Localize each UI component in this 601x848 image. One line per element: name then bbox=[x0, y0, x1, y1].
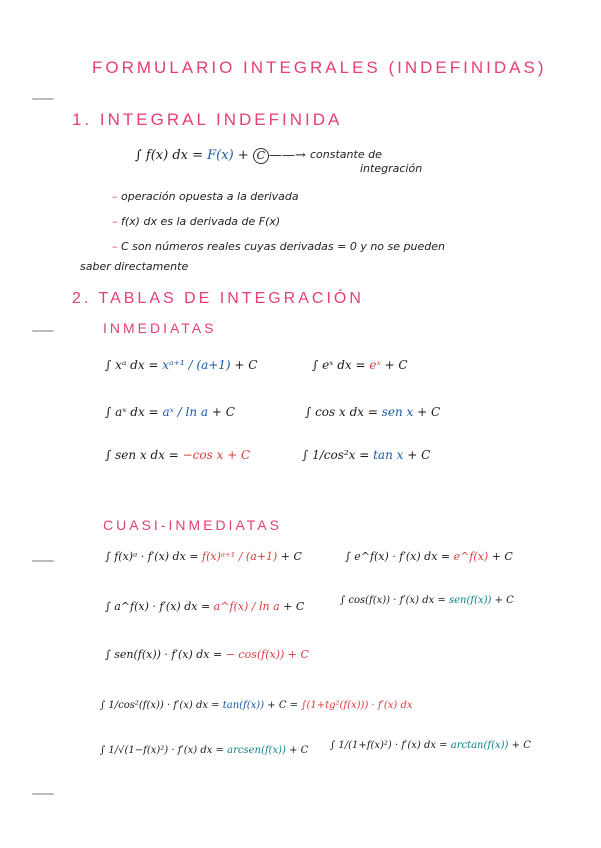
formula-lhs: ∫ cos x dx = bbox=[305, 405, 382, 419]
formula-extra: ∫(1+tg²(f(x))) · f′(x) dx bbox=[301, 700, 413, 711]
constant-C: C bbox=[253, 148, 269, 164]
formula-arcsin-chain bbox=[100, 745, 308, 756]
formula-lhs: ∫ f(x) dx = bbox=[135, 148, 208, 163]
margin-mark bbox=[32, 793, 54, 795]
formula-sec-squared bbox=[302, 448, 430, 462]
formula-rhs: f(x)ᵃ⁺¹ / (a+1) bbox=[202, 550, 278, 563]
bullet-item: – operación opuesta a la derivada bbox=[112, 190, 299, 203]
bullet-item: – f(x) dx es la derivada de F(x) bbox=[112, 215, 281, 228]
formula-rhs: sen(f(x)) bbox=[449, 595, 492, 606]
formula-lhs: ∫ sen x dx = bbox=[105, 448, 183, 462]
formula-lhs: ∫ 1/(1+f(x)²) · f′(x) dx = bbox=[330, 740, 451, 751]
constant-note-line2: integración bbox=[360, 162, 423, 175]
formula-rhs: arcsen(f(x)) bbox=[227, 745, 286, 756]
formula-lhs: ∫ sen(f(x)) · f′(x) dx = bbox=[105, 648, 226, 661]
formula-tail: + C bbox=[230, 358, 258, 372]
formula-lhs: ∫ aˣ dx = bbox=[105, 405, 163, 419]
formula-arctan-chain bbox=[330, 740, 531, 751]
integral-definition bbox=[135, 148, 306, 164]
formula-rhs: e^f(x) bbox=[453, 550, 489, 563]
margin-mark bbox=[32, 98, 54, 100]
formula-F: F(x) bbox=[207, 148, 234, 163]
formula-rhs: a^f(x) / ln a bbox=[213, 600, 280, 613]
formula-base-a-chain bbox=[105, 600, 304, 613]
formula-lhs: ∫ xᵃ dx = bbox=[105, 358, 163, 372]
formula-rhs: aˣ / ln a bbox=[162, 405, 209, 419]
formula-rhs: tan(f(x)) bbox=[222, 700, 265, 711]
formula-tail: + C = bbox=[264, 700, 302, 711]
formula-rhs: eˣ bbox=[369, 358, 381, 372]
formula-cos-chain bbox=[340, 595, 514, 606]
formula-lhs: ∫ 1/cos²x = bbox=[302, 448, 374, 462]
formula-tail: + C bbox=[380, 358, 408, 372]
formula-tail: + C bbox=[488, 550, 513, 563]
formula-power bbox=[105, 358, 257, 372]
page-title: FORMULARIO INTEGRALES (INDEFINIDAS) bbox=[92, 58, 547, 77]
formula-rhs: xᵃ⁺¹ / (a+1) bbox=[162, 358, 231, 372]
formula-lhs: ∫ 1/cos²(f(x)) · f′(x) dx = bbox=[100, 700, 223, 711]
formula-cos bbox=[305, 405, 440, 419]
formula-lhs: ∫ a^f(x) · f′(x) dx = bbox=[105, 600, 214, 613]
formula-lhs: ∫ f(x)ᵃ · f′(x) dx = bbox=[105, 550, 203, 563]
margin-mark bbox=[32, 330, 54, 332]
formula-rhs: − cos(f(x)) + C bbox=[225, 648, 309, 661]
formula-tail: + C bbox=[279, 600, 305, 613]
formula-rhs: tan x bbox=[373, 448, 404, 462]
formula-tail: + C bbox=[413, 405, 441, 419]
formula-tail: + C bbox=[208, 405, 235, 419]
formula-lhs: ∫ cos(f(x)) · f′(x) dx = bbox=[340, 595, 449, 606]
formula-tail: + C bbox=[508, 740, 531, 751]
formula-rhs: −cos x + C bbox=[182, 448, 251, 462]
section2-heading: 2. TABLAS DE INTEGRACIÓN bbox=[72, 290, 364, 307]
formula-tail: + C bbox=[403, 448, 431, 462]
formula-sin bbox=[105, 448, 250, 462]
formula-tail: + C bbox=[285, 745, 309, 756]
formula-lhs: ∫ eˣ dx = bbox=[312, 358, 370, 372]
subsection-inmediatas: INMEDIATAS bbox=[103, 320, 217, 336]
formula-lhs: ∫ 1/√(1−f(x)²) · f′(x) dx = bbox=[100, 745, 228, 756]
formula-sin-chain bbox=[105, 648, 309, 661]
section1-heading: 1. INTEGRAL INDEFINIDA bbox=[72, 110, 343, 129]
bullet-text: operación opuesta a la derivada bbox=[121, 190, 299, 203]
formula-exp-e bbox=[312, 358, 408, 372]
formula-exp-chain bbox=[345, 550, 513, 563]
bullet-item-continued: saber directamente bbox=[80, 260, 189, 273]
formula-rhs: sen x bbox=[381, 405, 414, 419]
formula-tail: + C bbox=[491, 595, 514, 606]
formula-tail: + C bbox=[277, 550, 302, 563]
margin-mark bbox=[32, 560, 54, 562]
bullet-text: C son números reales cuyas derivadas = 0 y no se pueden bbox=[121, 240, 445, 253]
formula-exp-base-a bbox=[105, 405, 235, 419]
subsection-cuasi-inmediatas: CUASI-INMEDIATAS bbox=[103, 517, 282, 533]
formula-rhs: arctan(f(x)) bbox=[450, 740, 509, 751]
bullet-text: f(x) dx es la derivada de F(x) bbox=[121, 215, 281, 228]
formula-sec-chain bbox=[100, 700, 413, 711]
bullet-item: – C son números reales cuyas derivadas = 0 y no se pueden bbox=[112, 240, 445, 253]
formula-power-chain bbox=[105, 550, 302, 563]
formula-lhs: ∫ e^f(x) · f′(x) dx = bbox=[345, 550, 454, 563]
constant-note-line1: constante de bbox=[310, 148, 382, 161]
arrow-icon: ——→ bbox=[268, 148, 306, 163]
formula-plus: + bbox=[233, 148, 253, 163]
